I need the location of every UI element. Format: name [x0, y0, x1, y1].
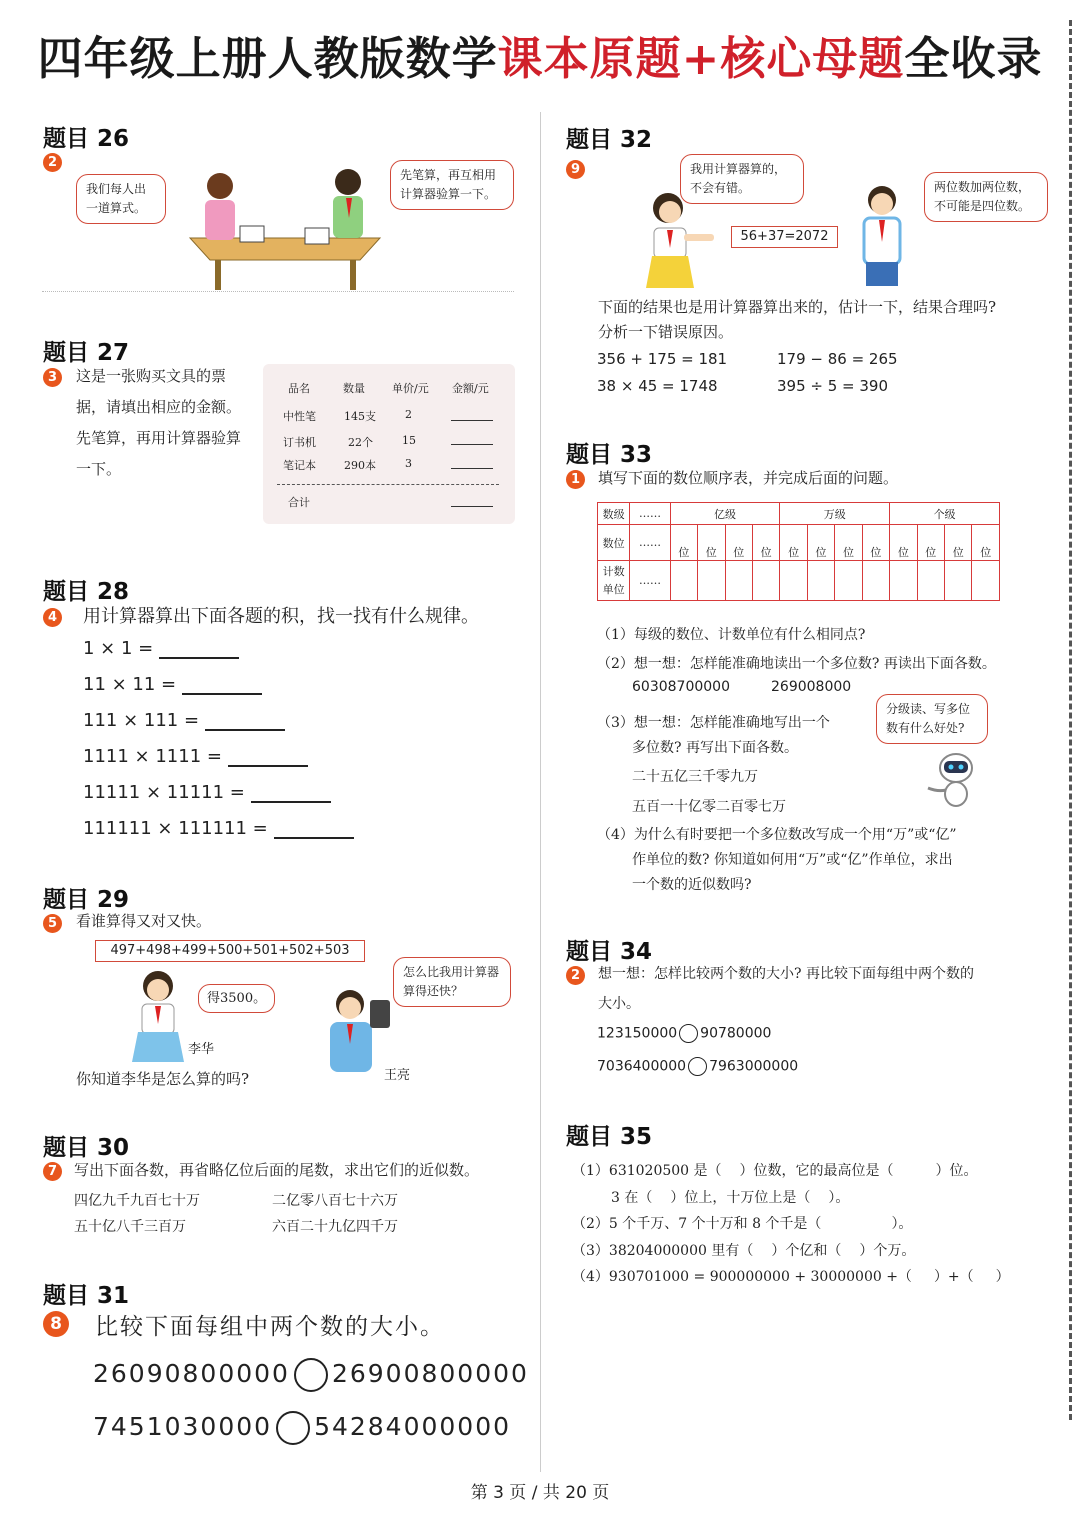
q31-heading: 题目 31: [43, 1283, 130, 1309]
wei-cell[interactable]: 位: [698, 525, 725, 561]
unit-cell[interactable]: [945, 561, 972, 601]
receipt-divider: [277, 484, 499, 485]
robot-icon: [924, 748, 980, 808]
q27-number: 3: [43, 366, 62, 387]
q30-item: 四亿九千九百七十万: [74, 1193, 200, 1209]
receipt-item: 中性笔: [283, 410, 316, 423]
q27-text: 这是一张购买文具的票据，请填出相应的金额。先笔算，再用计算器验算一下。: [76, 367, 242, 478]
receipt-header: 金额/元: [452, 382, 489, 395]
receipt-item: 笔记本: [283, 459, 316, 472]
wei-cell[interactable]: 位: [972, 525, 1000, 561]
receipt-price: 2: [405, 408, 412, 421]
group-wan: 万级: [780, 503, 890, 525]
q33-text: 填写下面的数位顺序表，并完成后面的问题。: [598, 469, 899, 487]
q35-line1: （1）631020500 是（ ）位数，它的最高位是（ ）位。: [572, 1163, 978, 1179]
receipt-qty: 145支: [344, 410, 376, 423]
q28-item: 1111 × 1111 =: [83, 746, 308, 767]
compare-circle[interactable]: [294, 1358, 328, 1392]
q35-line5: （4）930701000 = 900000000 + 30000000 +（ ）+（ ）: [572, 1269, 1010, 1285]
q33-p4b: 作单位的数? 你知道如何用“万”或“亿”作单位，求出: [632, 852, 953, 868]
q26-bubble-right: 先笔算，再互相用计算器验算一下。: [390, 160, 514, 210]
q32-heading: 题目 32: [566, 127, 653, 153]
receipt-price: 15: [402, 434, 416, 447]
q28-item: 11 × 11 =: [83, 674, 262, 695]
q33-p2-num: 269008000: [771, 679, 852, 695]
q29-girl-bubble: 得3500。: [198, 984, 275, 1013]
q31-number: 8: [43, 1311, 69, 1337]
receipt-qty: 290本: [344, 459, 376, 472]
dots-cell: ……: [630, 561, 670, 601]
q28-number: 4: [43, 606, 62, 627]
q33-number: 1: [566, 468, 585, 489]
wei-cell[interactable]: 位: [835, 525, 862, 561]
q34-pair: 123150000 90780000: [597, 1025, 772, 1042]
unit-cell[interactable]: [698, 561, 725, 601]
q33-p3a: （3）想一想：怎样能准确地写出一个: [597, 715, 830, 731]
q28-item: 1 × 1 =: [83, 638, 239, 659]
q32-eq: 395 ÷ 5 = 390: [777, 377, 889, 395]
row-label: 计数单位: [598, 561, 630, 601]
unit-cell[interactable]: [670, 561, 697, 601]
q33-p4c: 一个数的近似数吗?: [632, 877, 752, 893]
wei-cell[interactable]: 位: [725, 525, 752, 561]
q32-text2: 分析一下错误原因。: [598, 323, 734, 341]
q33-p3b: 多位数? 再写出下面各数。: [632, 740, 798, 756]
receipt-blank: [451, 420, 493, 421]
q34-text1: 想一想：怎样比较两个数的大小? 再比较下面每组中两个数的: [598, 966, 974, 982]
unit-cell[interactable]: [862, 561, 889, 601]
unit-cell[interactable]: [780, 561, 807, 601]
q28-heading: 题目 28: [43, 579, 130, 605]
q32-eq: 356 + 175 = 181: [597, 350, 728, 368]
receipt-blank: [451, 506, 493, 507]
q32-board: 56+37=2072: [731, 226, 838, 248]
q32-text1: 下面的结果也是用计算器算出来的，估计一下，结果合理吗?: [598, 298, 997, 316]
receipt-header: 数量: [343, 382, 365, 395]
wei-cell[interactable]: 位: [670, 525, 697, 561]
q33-p1: （1）每级的数位、计数单位有什么相同点?: [597, 627, 866, 643]
q27-heading: 题目 27: [43, 340, 130, 366]
q29-boy-bubble: 怎么比我用计算器算得还快？: [393, 957, 511, 1007]
q30-item: 二亿零八百七十六万: [272, 1193, 398, 1209]
unit-cell[interactable]: [890, 561, 917, 601]
teacher-illustration: [640, 190, 730, 290]
wei-cell[interactable]: 位: [862, 525, 889, 561]
q32-eq: 179 − 86 = 265: [777, 350, 898, 368]
wei-cell[interactable]: 位: [945, 525, 972, 561]
compare-circle[interactable]: [688, 1057, 707, 1076]
place-value-table: [597, 502, 1000, 601]
row-label: 数位: [598, 525, 630, 561]
q32-number: 9: [566, 158, 585, 179]
q26-illustration: [170, 168, 400, 290]
q35-line4: （3）38204000000 里有（ ）个亿和（ ）个万。: [572, 1243, 916, 1259]
q26-bubble-left: 我们每人出一道算式。: [76, 174, 166, 224]
q30-heading: 题目 30: [43, 1135, 130, 1161]
q32-eq: 38 × 45 = 1748: [597, 377, 718, 395]
wei-cell[interactable]: 位: [752, 525, 779, 561]
q29-heading: 题目 29: [43, 887, 130, 913]
q31-pair: 7451030000 54284000000: [93, 1411, 511, 1445]
unit-cell[interactable]: [917, 561, 944, 601]
receipt-qty: 22个: [348, 436, 373, 449]
girl-illustration: [128, 966, 188, 1072]
q28-text: 用计算器算出下面各题的积，找一找有什么规律。: [83, 606, 479, 627]
compare-circle[interactable]: [276, 1411, 310, 1445]
q34-number: 2: [566, 964, 585, 985]
q35-line3: （2）5 个千万、7 个十万和 8 个千是（ ）。: [572, 1216, 913, 1232]
q29-question: 你知道李华是怎么算的吗?: [76, 1070, 250, 1088]
q28-item: 111 × 111 =: [83, 710, 285, 731]
q32-bubble-right: 两位数加两位数，不可能是四位数。: [924, 172, 1048, 222]
unit-cell[interactable]: [835, 561, 862, 601]
q30-item: 五十亿八千三百万: [74, 1219, 186, 1235]
receipt-price: 3: [405, 457, 412, 470]
group-yi: 亿级: [670, 503, 780, 525]
q34-text2: 大小。: [598, 996, 640, 1012]
cut-line: [1069, 20, 1072, 1420]
q35-line2: 3 在（ ）位上，十万位上是（ ）。: [611, 1190, 850, 1206]
q33-p3-num: 五百一十亿零二百零七万: [632, 799, 786, 815]
q35-heading: 题目 35: [566, 1124, 653, 1150]
boy-illustration: [852, 184, 912, 290]
q26-separator: [42, 291, 514, 292]
unit-cell[interactable]: [807, 561, 834, 601]
dots-cell: ……: [630, 525, 670, 561]
dots-cell: ……: [630, 503, 670, 525]
wei-cell[interactable]: 位: [917, 525, 944, 561]
unit-cell[interactable]: [725, 561, 752, 601]
receipt-item: 订书机: [283, 436, 316, 449]
q31-pair: 26090800000 26900800000: [93, 1358, 529, 1392]
unit-cell[interactable]: [752, 561, 779, 601]
q33-heading: 题目 33: [566, 442, 653, 468]
page-title: 四年级上册人教版数学课本原题+核心母题全收录: [37, 32, 1043, 85]
q33-p2: （2）想一想：怎样能准确地读出一个多位数? 再读出下面各数。: [597, 656, 996, 672]
page-footer: 第 3 页 / 共 20 页: [470, 1483, 610, 1503]
q29-text: 看谁算得又对又快。: [76, 912, 212, 930]
q33-p2-num: 60308700000: [632, 679, 730, 695]
column-divider: [540, 112, 541, 1472]
q34-pair: 7036400000 7963000000: [597, 1058, 799, 1075]
q30-number: 7: [43, 1160, 62, 1181]
receipt-blank: [451, 444, 493, 445]
robot-bubble: 分级读、写多位数有什么好处?: [876, 694, 988, 744]
q32-bubble-left: 我用计算器算的，不会有错。: [680, 154, 804, 204]
receipt-total-label: 合计: [288, 496, 310, 509]
receipt-header: 品名: [288, 382, 310, 395]
q28-item: 11111 × 11111 =: [83, 782, 331, 803]
receipt-header: 单价/元: [392, 382, 429, 395]
q33-p3-num: 二十五亿三千零九万: [632, 769, 758, 785]
q29-girl-name: 李华: [188, 1042, 215, 1057]
q28-item: 111111 × 111111 =: [83, 818, 354, 839]
q34-heading: 题目 34: [566, 939, 653, 965]
wei-cell[interactable]: 位: [780, 525, 807, 561]
q33-p4a: （4）为什么有时要把一个多位数改写成一个用“万”或“亿”: [597, 827, 957, 843]
q27-receipt: [263, 364, 515, 524]
q29-boy-name: 王亮: [384, 1068, 411, 1083]
q31-text: 比较下面每组中两个数的大小。: [95, 1314, 445, 1340]
row-label: 数级: [598, 503, 630, 525]
wei-cell[interactable]: 位: [890, 525, 917, 561]
unit-cell[interactable]: [972, 561, 1000, 601]
q30-item: 六百二十九亿四千万: [272, 1219, 398, 1235]
wei-cell[interactable]: 位: [807, 525, 834, 561]
q29-number: 5: [43, 912, 62, 933]
q26-number: 2: [43, 151, 62, 172]
q29-expression: 497+498+499+500+501+502+503: [95, 940, 365, 962]
q30-text: 写出下面各数，再省略亿位后面的尾数，求出它们的近似数。: [74, 1161, 480, 1179]
group-ge: 个级: [890, 503, 1000, 525]
receipt-blank: [451, 468, 493, 469]
compare-circle[interactable]: [679, 1024, 698, 1043]
q26-heading: 题目 26: [43, 126, 130, 152]
